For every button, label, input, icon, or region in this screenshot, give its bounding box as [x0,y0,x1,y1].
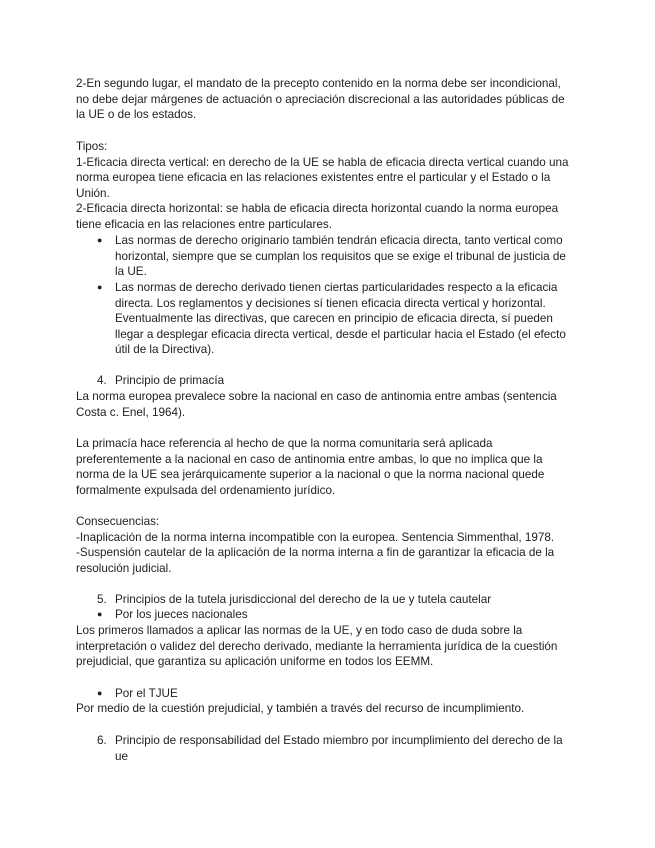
tipo-vertical: 1-Eficacia directa vertical: en derecho de la UE se habla de eficacia directa vertical cuando una norma europea tiene eficacia en las relaciones existentes entre el particular y el Estado o la Unión. [76,155,569,200]
numbered-item-tutela: 5. Principios de la tutela jurisdiccional del derecho de la ue y tutela cautelar [97,593,492,606]
paragraph-requisito-incondicional: 2-En segundo lugar, el mandato de la precepto contenido en la norma debe ser incondicional, no debe dejar márgenes de actuación o apreciación discrecional a las autoridades públicas de la UE o de los estados. [76,77,565,122]
numbered-item-primacia: 4. Principio de primacía [97,374,225,387]
consecuencia-inaplicacion: -Inaplicación de la norma interna incompatible con la europea. Sentencia Simmenthal, 1978. [76,530,555,544]
consecuencia-suspension: -Suspensión cautelar de la aplicación de la norma interna a fin de garantizar la eficacia de la resolución judicial. [76,546,555,575]
numbered-item-responsabilidad: 6. Principio de responsabilidad del Estado miembro por incumplimiento del derecho de la ue [97,734,563,763]
list-item-derecho-originario: ● Las normas de derecho originario también tendrán eficacia directa, tanto vertical como horizontal, siempre que se cumplan los requisitos que se exige el tribunal de justicia de la UE. [115,233,577,280]
consecuencias-section [76,514,576,576]
consecuencias-heading: Consecuencias: [76,515,160,528]
paragraph-primacia-1: La norma europea prevalece sobre la nacional en caso de antinomia entre ambas (sentencia Costa c. Enel, 1964). [76,390,557,419]
paragraph-jueces: Los primeros llamados a aplicar las normas de la UE, y en todo caso de duda sobre la interpretación o validez del derecho derivado, mediante la herramienta jurídica de la cuestión prejudicial, que garantiza su aplicación uniforme en todos los EEMM. [76,624,558,669]
tipos-heading: Tipos: [76,140,108,153]
tipo-horizontal: 2-Eficacia directa horizontal: se habla de eficacia directa horizontal cuando la norma europea tiene eficacia en las relaciones entre particulares. [76,202,559,231]
tipos-section [76,139,576,233]
paragraph-tjue: Por medio de la cuestión prejudicial, y también a través del recurso de incumplimiento. [76,702,525,715]
list-item-tjue: ● Por el TJUE [115,686,577,702]
list-item-derecho-derivado: ● Las normas de derecho derivado tienen ciertas particularidades respecto a la eficacia directa. Los reglamentos y decisiones sí tienen eficacia directa vertical y horizontal. Eventualmente las directivas, que carecen en principio de eficacia directa, sí pueden llegar a desplegar eficacia directa vertical, desde el particular hacia el Estado (el efecto útil de la Directiva). [115,280,577,358]
paragraph-primacia-2: La primacía hace referencia al hecho de que la norma comunitaria será aplicada preferentemente a la nacional en caso de antinomia entre ambas, lo que no implica que la norma de la UE sea jerárquicamente superior a la nacional o que la norma nacional quede formalmente expulsada del ordenamiento jurídico. [76,437,545,497]
list-item-jueces-nacionales: ● Por los jueces nacionales [115,607,577,623]
